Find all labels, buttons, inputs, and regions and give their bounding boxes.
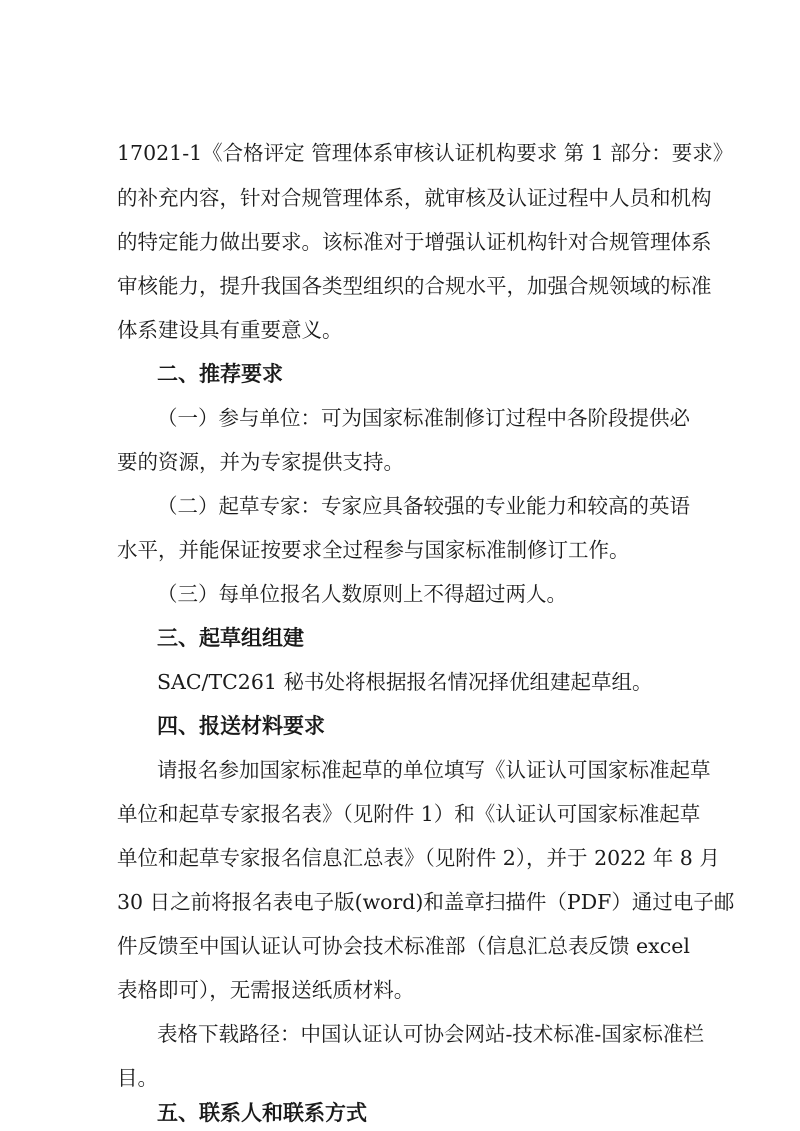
section-4-para-1-line-2: 单位和起草专家报名表》（见附件 1）和《认证认可国家标准起草 <box>117 802 701 826</box>
section-5-heading: 五、联系人和联系方式 <box>157 1101 367 1125</box>
section-4-para-1-line-5: 件反馈至中国认证认可协会技术标准部（信息汇总表反馈 excel <box>117 934 690 958</box>
section-2-heading: 二、推荐要求 <box>157 362 283 386</box>
section-4-para-1-line-1: 请报名参加国家标准起草的单位填写《认证认可国家标准起草 <box>157 758 711 782</box>
section-4-para-1-line-3: 单位和起草专家报名信息汇总表》（见附件 2），并于 2022 年 8 月 <box>117 846 720 870</box>
section-4-heading: 四、报送材料要求 <box>157 714 325 738</box>
section-2-item-1-line-1: （一）参与单位：可为国家标准制修订过程中各阶段提供必 <box>157 406 690 430</box>
intro-line-5: 体系建设具有重要意义。 <box>117 318 343 342</box>
section-4-para-1-line-6: 表格即可），无需报送纸质材料。 <box>117 978 415 1002</box>
section-2-item-3: （三）每单位报名人数原则上不得超过两人。 <box>157 582 567 606</box>
section-3-heading: 三、起草组组建 <box>157 626 304 650</box>
section-2-item-1-line-2: 要的资源，并为专家提供支持。 <box>117 450 404 474</box>
intro-line-3: 的特定能力做出要求。该标准对于增强认证机构针对合规管理体系 <box>117 230 712 254</box>
intro-line-2: 的补充内容，针对合规管理体系，就审核及认证过程中人员和机构 <box>117 186 712 210</box>
section-2-item-2-line-2: 水平，并能保证按要求全过程参与国家标准制修订工作。 <box>117 538 630 562</box>
section-3-text: SAC/TC261 秘书处将根据报名情况择优组建起草组。 <box>157 670 653 694</box>
intro-line-4: 审核能力，提升我国各类型组织的合规水平，加强合规领域的标准 <box>117 274 712 298</box>
section-4-para-1-line-4: 30 日之前将报名表电子版(word)和盖章扫描件（PDF）通过电子邮 <box>117 890 735 914</box>
section-4-para-2-line-1: 表格下载路径：中国认证认可协会网站-技术标准-国家标准栏 <box>157 1022 704 1046</box>
intro-line-1: 17021-1《合格评定 管理体系审核认证机构要求 第 1 部分：要求》 <box>117 141 734 165</box>
section-4-para-2-line-2: 目。 <box>117 1066 158 1090</box>
section-2-item-2-line-1: （二）起草专家：专家应具备较强的专业能力和较高的英语 <box>157 494 690 518</box>
